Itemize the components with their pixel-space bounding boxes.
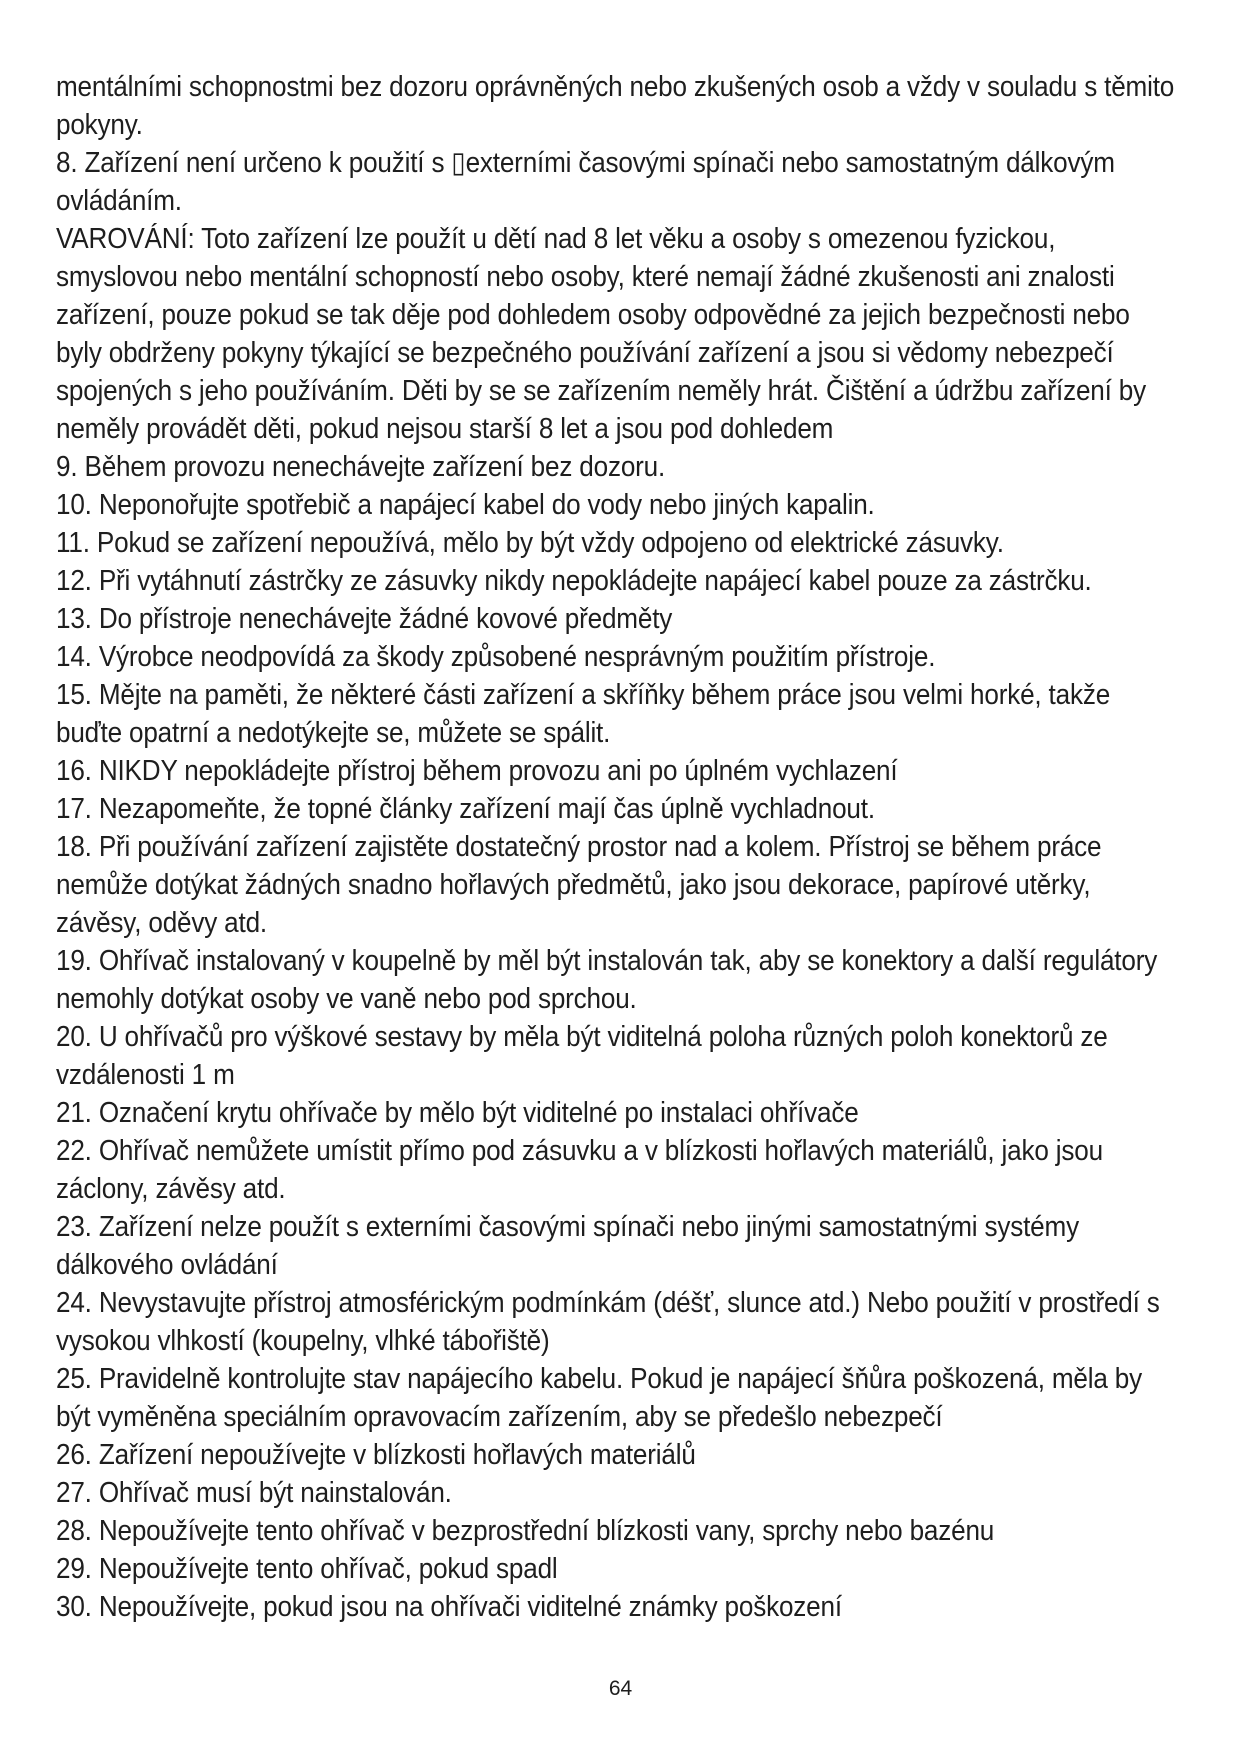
paragraph-item-11: 11. Pokud se zařízení nepoužívá, mělo by být vždy odpojeno od elektrické zásuvky. <box>56 527 1004 559</box>
paragraph-item-28: 28. Nepoužívejte tento ohřívač v bezprostřední blízkosti vany, sprchy nebo bazénu <box>56 1515 995 1547</box>
paragraph-item-8: 8. Zařízení není určeno k použití s ▯externími časovými spínači nebo samostatným dálkovým ovládáním. <box>56 147 1115 217</box>
paragraph-item-10: 10. Neponořujte spotřebič a napájecí kabel do vody nebo jiných kapalin. <box>56 489 875 521</box>
instructions-text <box>56 68 1181 1626</box>
paragraph-item-21: 21. Označení krytu ohřívače by mělo být viditelné po instalaci ohřívače <box>56 1097 859 1129</box>
paragraph-item-29: 29. Nepoužívejte tento ohřívač, pokud spadl <box>56 1553 558 1585</box>
paragraph-item-20: 20. U ohřívačů pro výškové sestavy by měla být viditelná poloha různých poloh konektorů ze vzdálenosti 1 m <box>56 1021 1108 1091</box>
paragraph-item-15: 15. Mějte na paměti, že některé části zařízení a skříňky během práce jsou velmi horké, takže buďte opatrní a nedotýkejte se, můžete se spálit. <box>56 679 1111 749</box>
paragraph-item-17: 17. Nezapomeňte, že topné články zařízení mají čas úplně vychladnout. <box>56 793 875 825</box>
paragraph-item-26: 26. Zařízení nepoužívejte v blízkosti hořlavých materiálů <box>56 1439 696 1471</box>
paragraph-item-9: 9. Během provozu nenechávejte zařízení bez dozoru. <box>56 451 666 483</box>
paragraph-item-16: 16. NIKDY nepokládejte přístroj během provozu ani po úplném vychlazení <box>56 755 898 787</box>
page-number: 64 <box>608 1677 633 1700</box>
paragraph-item-14: 14. Výrobce neodpovídá za škody způsobené nesprávným použitím přístroje. <box>56 641 936 673</box>
paragraph-item-24: 24. Nevystavujte přístroj atmosférickým podmínkám (déšť, slunce atd.) Nebo použití v prostředí s vysokou vlhkostí (koupelny, vlhké tábořiště) <box>56 1287 1160 1357</box>
paragraph-warning: VAROVÁNÍ: Toto zařízení lze použít u dětí nad 8 let věku a osoby s omezenou fyzickou, smyslovou nebo mentální schopností nebo osoby, které nemají žádné zkušenosti ani znalosti zařízení, pouze pokud se tak děje pod dohledem osoby odpovědné za jejich bezpečnosti nebo byly obdrženy pokyny týkající se bezpečného používání zařízení a jsou si vědomy nebezpečí spojených s jeho používáním. Děti by se se zařízením neměly hrát. Čištění a údržbu zařízení by neměly provádět děti, pokud nejsou starší 8 let a jsou pod dohledem <box>56 223 1146 445</box>
paragraph-item-25: 25. Pravidelně kontrolujte stav napájecího kabelu. Pokud je napájecí šňůra poškozená, měla by být vyměněna speciálním opravovacím zařízením, aby se předešlo nebezpečí <box>56 1363 1142 1433</box>
paragraph-item-27: 27. Ohřívač musí být nainstalován. <box>56 1477 452 1509</box>
paragraph-item-22: 22. Ohřívač nemůžete umístit přímo pod zásuvku a v blízkosti hořlavých materiálů, jako jsou záclony, závěsy atd. <box>56 1135 1103 1205</box>
paragraph-item-30: 30. Nepoužívejte, pokud jsou na ohřívači viditelné známky poškození <box>56 1591 842 1623</box>
paragraph-item-12: 12. Při vytáhnutí zástrčky ze zásuvky nikdy nepokládejte napájecí kabel pouze za zástrčku. <box>56 565 1092 597</box>
paragraph-item-19: 19. Ohřívač instalovaný v koupelně by měl být instalován tak, aby se konektory a další regulátory nemohly dotýkat osoby ve vaně nebo pod sprchou. <box>56 945 1158 1015</box>
paragraph-item-18: 18. Při používání zařízení zajistěte dostatečný prostor nad a kolem. Přístroj se během práce nemůže dotýkat žádných snadno hořlavých předmětů, jako jsou dekorace, papírové utěrky, závěsy, oděvy atd. <box>56 831 1102 939</box>
paragraph-item-13: 13. Do přístroje nenechávejte žádné kovové předměty <box>56 603 673 635</box>
paragraph-continuation: mentálními schopnostmi bez dozoru oprávněných nebo zkušených osob a vždy v souladu s těmito pokyny. <box>56 71 1175 141</box>
paragraph-item-23: 23. Zařízení nelze použít s externími časovými spínači nebo jinými samostatnými systémy dálkového ovládání <box>56 1211 1079 1281</box>
